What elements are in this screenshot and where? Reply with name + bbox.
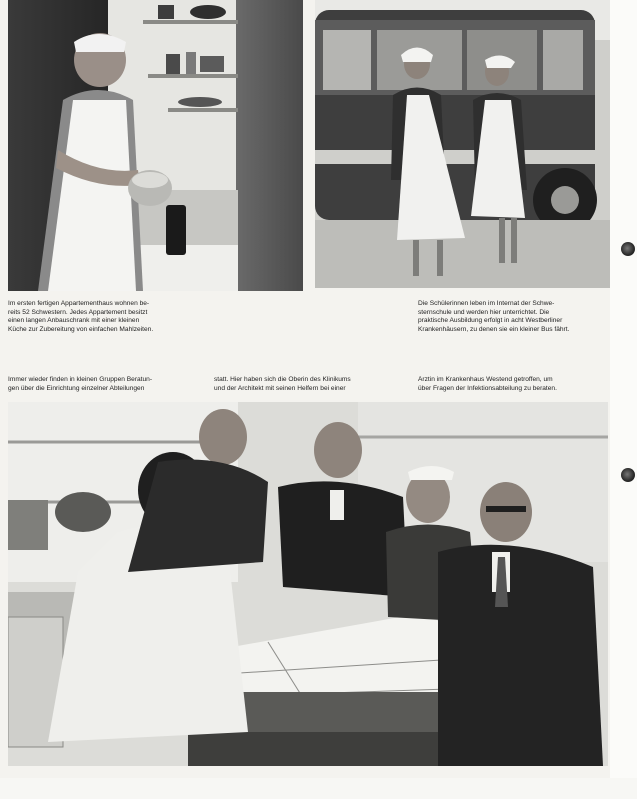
- caption-line: statt. Hier haben sich die Oberin des Klinikums: [214, 376, 351, 383]
- meeting-caption-col2: [214, 376, 412, 393]
- caption-line: Krankenhäusern, zu denen sie ein kleiner Bus fährt.: [418, 325, 570, 333]
- meeting-caption-col3: [418, 376, 611, 393]
- caption-line: über Fragen der Infektionsabteilung zu beraten.: [418, 384, 557, 392]
- caption-line: einen langen Anbauschrank mit einer kleinen: [8, 317, 140, 325]
- kitchen-caption: [8, 300, 248, 334]
- page-bottom-margin: [0, 778, 637, 799]
- caption-line: reits 52 Schwestern. Jedes Appartement besitzt: [8, 308, 148, 316]
- caption-line: Ärztin im Krankenhaus Westend getroffen, um: [418, 376, 553, 383]
- page-edge: [610, 0, 637, 799]
- meeting-caption-col1: [8, 376, 206, 393]
- meeting-plans-photo: [8, 402, 608, 766]
- binder-hole-icon: [621, 242, 635, 256]
- caption-line: Küche zur Zubereitung von einfachen Mahlzeiten.: [8, 325, 154, 333]
- caption-line: Im ersten fertigen Appartementhaus wohnen be-: [8, 300, 150, 307]
- bus-caption: [418, 300, 611, 334]
- caption-line: praktische Ausbildung erfolgt in acht Westberliner: [418, 317, 563, 325]
- caption-line: gen über die Einrichtung einzelner Abteilungen: [8, 384, 145, 392]
- nurse-kitchen-photo: [8, 0, 303, 291]
- caption-line: und der Architekt mit seinen Helfern bei einer: [214, 384, 346, 392]
- caption-line: Die Schülerinnen leben im Internat der Schwe-: [418, 300, 555, 307]
- binder-hole-icon: [621, 468, 635, 482]
- nurses-bus-photo: [315, 0, 610, 288]
- caption-line: Immer wieder finden in kleinen Gruppen Beratun-: [8, 376, 153, 383]
- caption-line: sternschule und werden hier unterrichtet. Die: [418, 308, 550, 316]
